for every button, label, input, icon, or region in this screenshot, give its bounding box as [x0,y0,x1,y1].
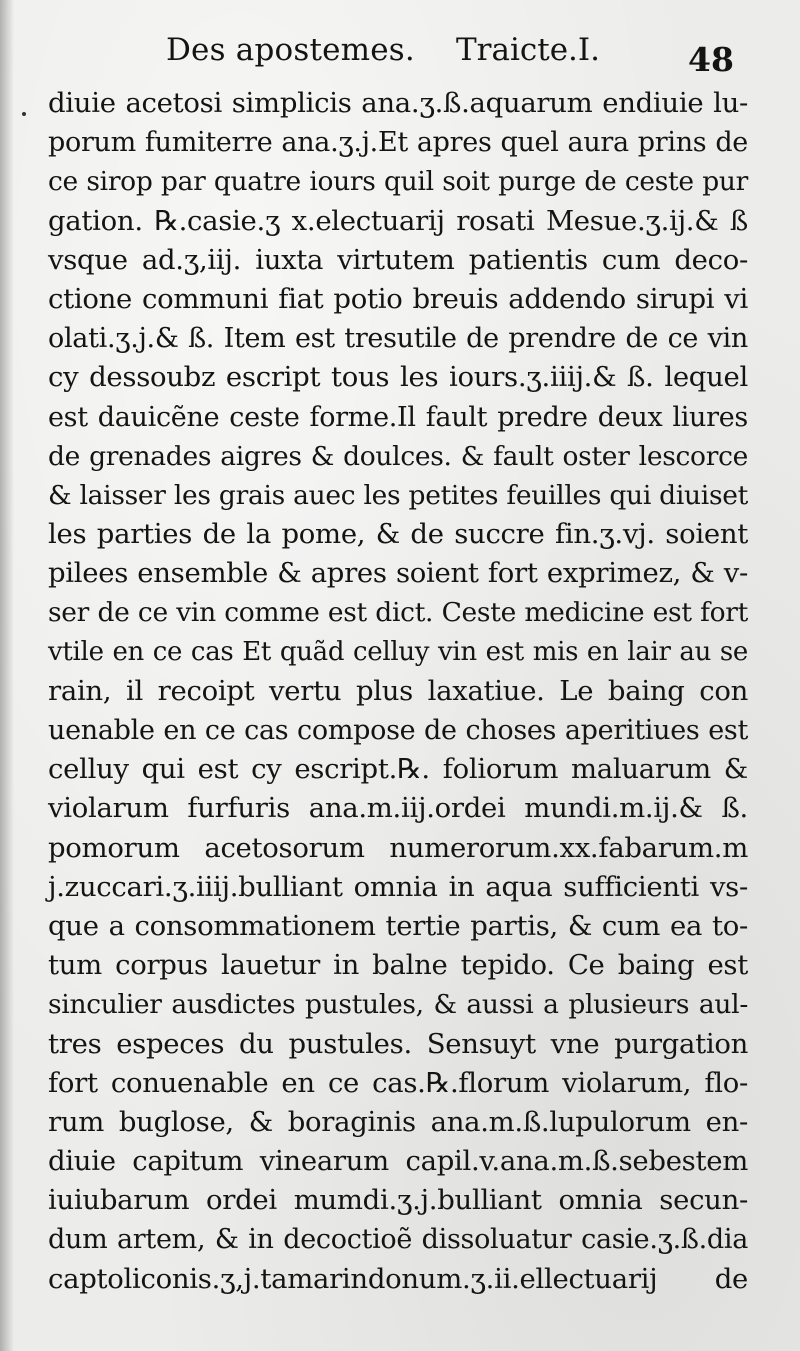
text-line: rum buglose, & boraginis ana.m.ß.lupulorum en- [48,1105,748,1138]
text-line: ser de ce vin comme est dict. Ceste medicine est fort [48,597,748,629]
text-line: tum corpus lauetur in balne tepido. Ce baing est [48,949,748,982]
text-line: pomorum acetosorum numerorum.xx.fabarum.m [48,831,748,864]
text-line: sinculier ausdictes pustules, & aussi a plusieurs aul- [48,989,748,1021]
text-line: olati.ʒ.j.& ß. Item est tresutile de prendre de ce vin [48,323,748,355]
text-line: vsque ad.ʒ,iij. iuxta virtutem patientis cum deco- [48,243,748,276]
text-line: violarum furfuris ana.m.iij.ordei mundi.m.ij.& ß. [48,792,748,825]
text-line: vtile en ce cas Et quãd celluy vin est mis en lair au se [48,636,748,667]
text-line: ctione communi fiat potio breuis addendo sirupi vi [48,282,748,315]
page-number: 48 [688,40,734,79]
text-line: iuiubarum ordei mumdi.ʒ.j.bulliant omnia secun- [48,1184,748,1217]
text-line: les parties de la pome, & de succre fin.ʒ.vj. soient [48,518,748,551]
text-line: de grenades aigres & doulces. & fault oster lescorce [48,440,748,472]
text-line: pilees ensemble & apres soient fort exprimez, & v- [48,557,748,590]
page-header [0,28,800,78]
text-line: fort conuenable en ce cas.℞.florum violarum, flo- [48,1066,748,1099]
text-line: est dauicẽne ceste forme.Il fault predre deux liures [48,401,748,433]
running-title: Des apostemes. [166,32,415,68]
text-line: ce sirop par quatre iours quil soit purge de ceste pur [48,166,748,198]
text-line: celluy qui est cy escript.℞. foliorum maluarum & [48,753,748,786]
text-line: cy dessoubz escript tous les iours.ʒ.iiij.& ß. lequel [48,361,748,394]
text-line: j.zuccari.ʒ.iiij.bulliant omnia in aqua sufficienti vs- [48,870,748,903]
text-line: & laisser les grais auec les petites feuilles qui diuiset [48,479,748,511]
text-line: dum artem, & in decoctioẽ dissoluatur casie.ʒ.ß.dia [48,1224,748,1256]
text-line: rain, il recoipt vertu plus laxatiue. Le baing con [48,674,748,707]
text-line: que a consommationem tertie partis, & cum ea to- [48,909,748,942]
margin-mark [22,112,26,116]
text-line: gation. ℞.casie.ʒ x.electuarij rosati Mesue.ʒ.ij.& ß [48,204,748,237]
text-line: uenable en ce cas compose de choses aperitiues est [48,715,748,746]
text-line: diuie capitum vinearum capil.v.ana.m.ß.sebestem [48,1145,748,1178]
text-line: tres especes du pustules. Sensuyt vne purgation [48,1027,748,1060]
text-line: porum fumiterre ana.ʒ.j.Et apres quel aura prins de [48,127,748,159]
section-title: Traicte.I. [456,32,601,68]
body-text [48,84,748,1299]
text-line: captoliconis.ʒ,j.tamarindonum.ʒ.ii.ellectuarij de [48,1262,748,1295]
text-line: diuie acetosi simplicis ana.ʒ.ß.aquarum endiuie lu- [48,87,748,119]
